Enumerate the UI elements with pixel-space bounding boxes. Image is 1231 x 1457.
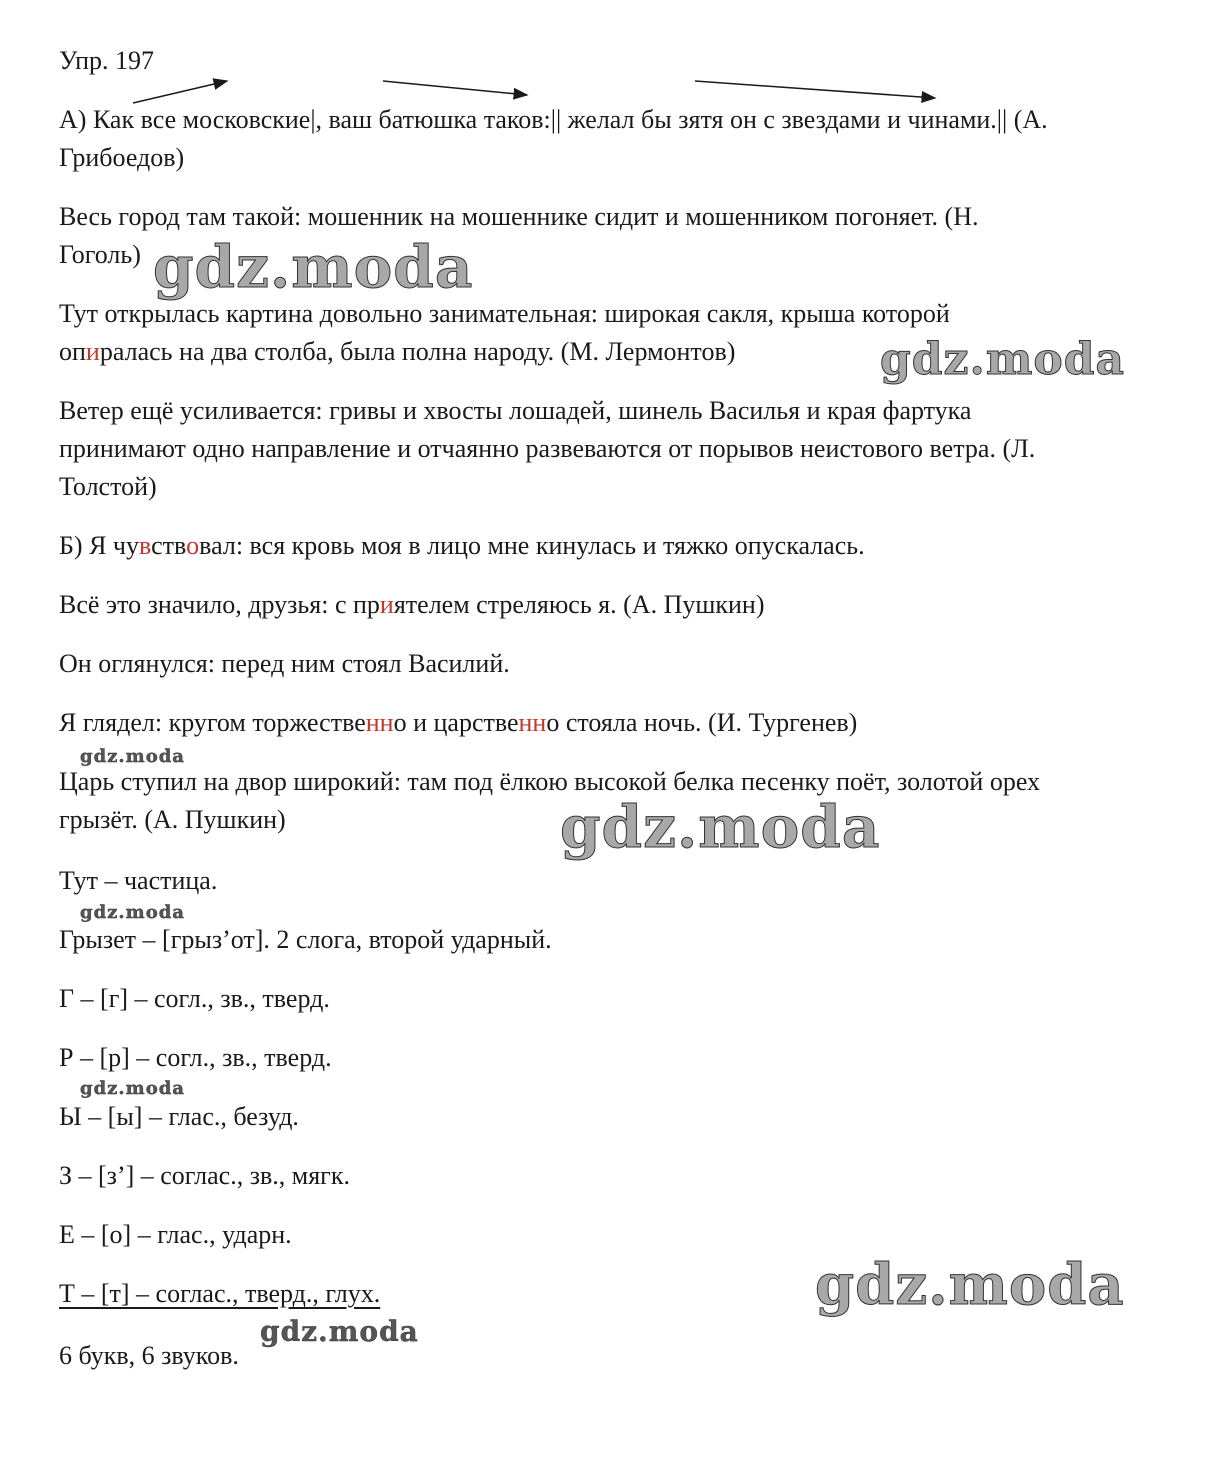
- watermark-logo: gdz.moda: [260, 1315, 419, 1348]
- section-b-label: Б): [59, 531, 90, 560]
- sentence-a4-line2: принимают одно направление и отчаянно развеваются от порывов неистового ветра. (Л.: [59, 434, 1036, 463]
- sentence-a1-line1: [59, 101, 1048, 139]
- watermark-logo: gdz.moda: [80, 746, 185, 767]
- text-fragment: ралась на два столба, была полна народу. (М. Лермонтов): [99, 337, 736, 366]
- sentence-a4-line3: Толстой): [59, 472, 157, 501]
- sentence-b4: [59, 704, 857, 742]
- highlighted-letter: в: [139, 531, 152, 560]
- watermark-logo: gdz.moda: [80, 902, 185, 923]
- sentence-a2-line2: Гоголь): [59, 240, 141, 269]
- watermark-logo: gdz.moda: [560, 793, 881, 861]
- sentence-a1-line2: Грибоедов): [59, 143, 185, 172]
- sentence-b3: Он оглянулся: перед ним стоял Василий.: [59, 649, 510, 678]
- text-fragment: Я глядел: кругом торжестве: [59, 708, 366, 737]
- highlighted-letters: нн: [518, 708, 547, 737]
- intonation-arrows: [0, 0, 1231, 200]
- particle-note: Тут – частица.: [59, 866, 218, 895]
- letter-analysis-row: Т – [т] – соглас., тверд., глух.: [59, 1279, 381, 1308]
- sentence-a3-line1: Тут открылась картина довольно занимательная: широкая сакля, крыша которой: [59, 299, 950, 328]
- text-fragment: вал: вся кровь моя в лицо мне кинулась и тяжко опускалась.: [199, 531, 865, 560]
- letter-analysis-row: Р – [р] – согл., зв., тверд.: [59, 1043, 332, 1072]
- arrow-1: [133, 81, 227, 103]
- letter-analysis-row: Г – [г] – согл., зв., тверд.: [59, 984, 330, 1013]
- text-fragment: Всё это значило, друзья: с пр: [59, 590, 380, 619]
- watermark-logo: gdz.moda: [880, 334, 1126, 385]
- section-a-label: А): [59, 105, 93, 134]
- letter-analysis-row: З – [з’] – соглас., зв., мягк.: [59, 1161, 350, 1190]
- sentence-a3-line2: [59, 333, 735, 371]
- text-fragment: ятелем стреляюсь я. (А. Пушкин): [393, 590, 765, 619]
- sentence-a1-text: Как все московские|, ваш батюшка таков:|| желал бы зятя он с звездами и чинами.|| (А.: [92, 105, 1048, 134]
- watermark-logo: gdz.moda: [80, 1078, 185, 1099]
- sentence-b5-line1: Царь ступил на двор широкий: там под ёлкою высокой белка песенку поёт, золотой орех: [59, 767, 1041, 796]
- sentence-a2-line1: Весь город там такой: мошенник на мошеннике сидит и мошенником погоняет. (Н.: [59, 202, 979, 231]
- watermark-logo: gdz.moda: [153, 233, 474, 301]
- sentence-b1: [59, 527, 865, 565]
- text-fragment: о и царстве: [393, 708, 519, 737]
- word-analysis: Грызет – [грыз’от]. 2 слога, второй ударный.: [59, 925, 552, 954]
- sentence-a4-line1: Ветер ещё усиливается: гривы и хвосты лошадей, шинель Василья и края фартука: [59, 396, 972, 425]
- watermark-logo: gdz.moda: [815, 1252, 1125, 1318]
- text-fragment: ств: [151, 531, 187, 560]
- highlighted-letter: и: [85, 337, 100, 366]
- sentence-b5-line2: грызёт. (А. Пушкин): [59, 805, 286, 834]
- arrow-3: [695, 81, 935, 98]
- highlighted-letters: нн: [365, 708, 394, 737]
- exercise-title: Упр. 197: [59, 46, 155, 75]
- letter-analysis-row: Ы – [ы] – глас., безуд.: [59, 1102, 299, 1131]
- text-fragment: о стояла ночь. (И. Тургенев): [546, 708, 858, 737]
- sentence-b2: [59, 586, 764, 624]
- sound-summary: 6 букв, 6 звуков.: [59, 1341, 239, 1370]
- highlighted-letter: и: [379, 590, 394, 619]
- letter-analysis-row: Е – [о] – глас., ударн.: [59, 1220, 292, 1249]
- text-fragment: Я чу: [89, 531, 140, 560]
- arrow-2: [383, 81, 527, 95]
- highlighted-letter: о: [186, 531, 200, 560]
- text-fragment: оп: [59, 337, 86, 366]
